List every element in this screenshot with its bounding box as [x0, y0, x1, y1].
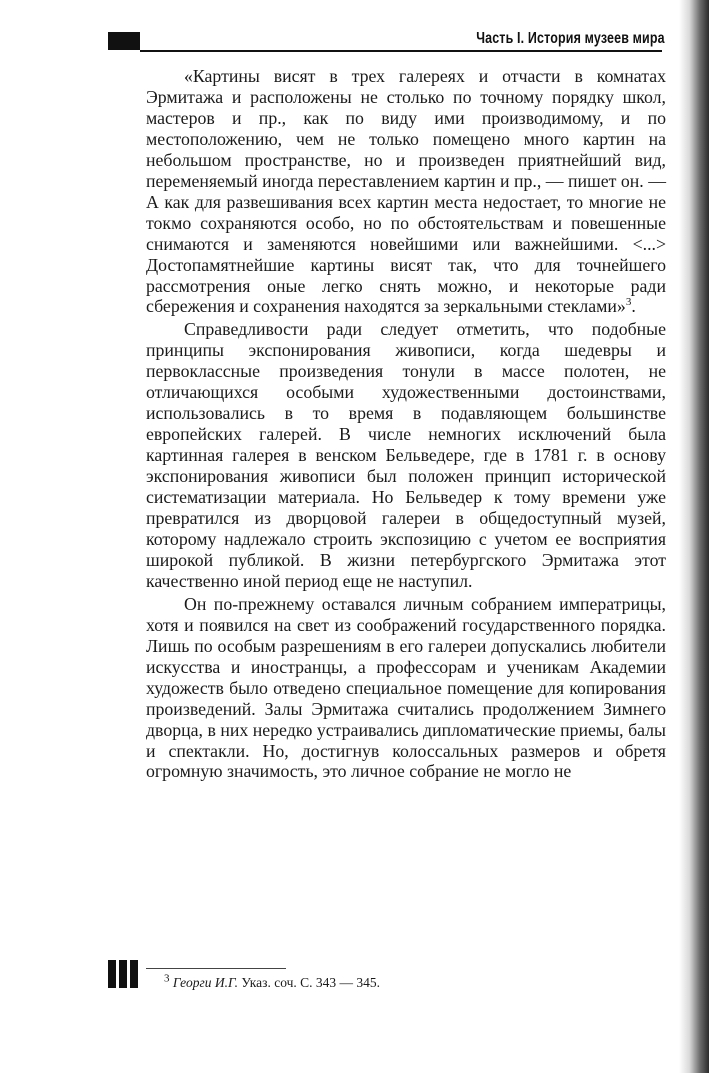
- footnote-rule: [146, 968, 286, 969]
- paragraph-quote: [146, 66, 666, 317]
- footnote: [164, 974, 380, 992]
- footnote-number: 3: [164, 972, 170, 985]
- footnote-text: Указ. соч. С. 343 — 345.: [238, 975, 381, 990]
- paragraph: Он по-прежнему оставался личным собранием императрицы, хотя и появился на свет из соображений государственного порядка. Лишь по особым разрешениям в его галереи допускались любители искусства и иностранцы, а профессорам и ученикам Академии художеств было отведено специальное помещение для копирования произведений. Залы Эрмитажа считались продолжением Зимнего дворца, в них нередко устраивались дипломатические приемы, балы и спектакли. Но, достигнув колоссальных размеров и обретя огромную значимость, это личное собрание не могло не: [146, 593, 666, 782]
- quote-terminal-punctuation: .: [631, 296, 636, 317]
- paragraph-text: «Картины висят в трех галереях и отчасти в комнатах Эрмитажа и расположены не столько по точному порядку школ, мастеров и пр., как по виду ими производимому, и по местоположению, чем не только помещено много картин на небольшом пространстве, но и произведен приятнейший вид, переменяемый иногда переставлением картин и пр., — пишет он. — А как для развешивания всех картин места недостает, то многие не токмо сохраняются особо, но по обстоятельствам и повешенные снимаются и заменяются новейшими или важнейшими. <...> Достопамятнейшие картины висят так, что для точнейшего рассмотрения оные легко снять можно, и некоторые ради сбережения и сохранения находятся за зеркальными стеклами»: [146, 66, 666, 317]
- footnote-author: Георги И.Г.: [172, 975, 239, 990]
- page-edge-shadow: [679, 0, 709, 1073]
- running-head: Часть I. История музеев мира: [476, 30, 665, 47]
- footnote-reference[interactable]: 3: [625, 296, 632, 309]
- paragraph: Справедливости ради следует отметить, что подобные принципы экспонирования живописи, когда шедевры и первоклассные произведения тонули в массе полотен, не отличающихся особыми художественными достоинствами, использовались в то время в подавляющем большинстве европейских галерей. В числе немногих исключений была картинная галерея в венском Бельведере, где в 1781 г. в основу экспонирования живописи был положен принцип исторической систематизации материала. Но Бельведер к тому времени уже превратился из дворцовой галереи в общедоступный музей, которому надлежало строить экспозицию с учетом ее восприятия широкой публикой. В жизни петербургского Эрмитажа этот качественно иной период еще не наступил.: [146, 319, 666, 591]
- page-number-marker: [108, 960, 140, 988]
- header-marker-bar: [108, 32, 140, 50]
- header-rule: [140, 50, 662, 52]
- main-text: [146, 66, 666, 782]
